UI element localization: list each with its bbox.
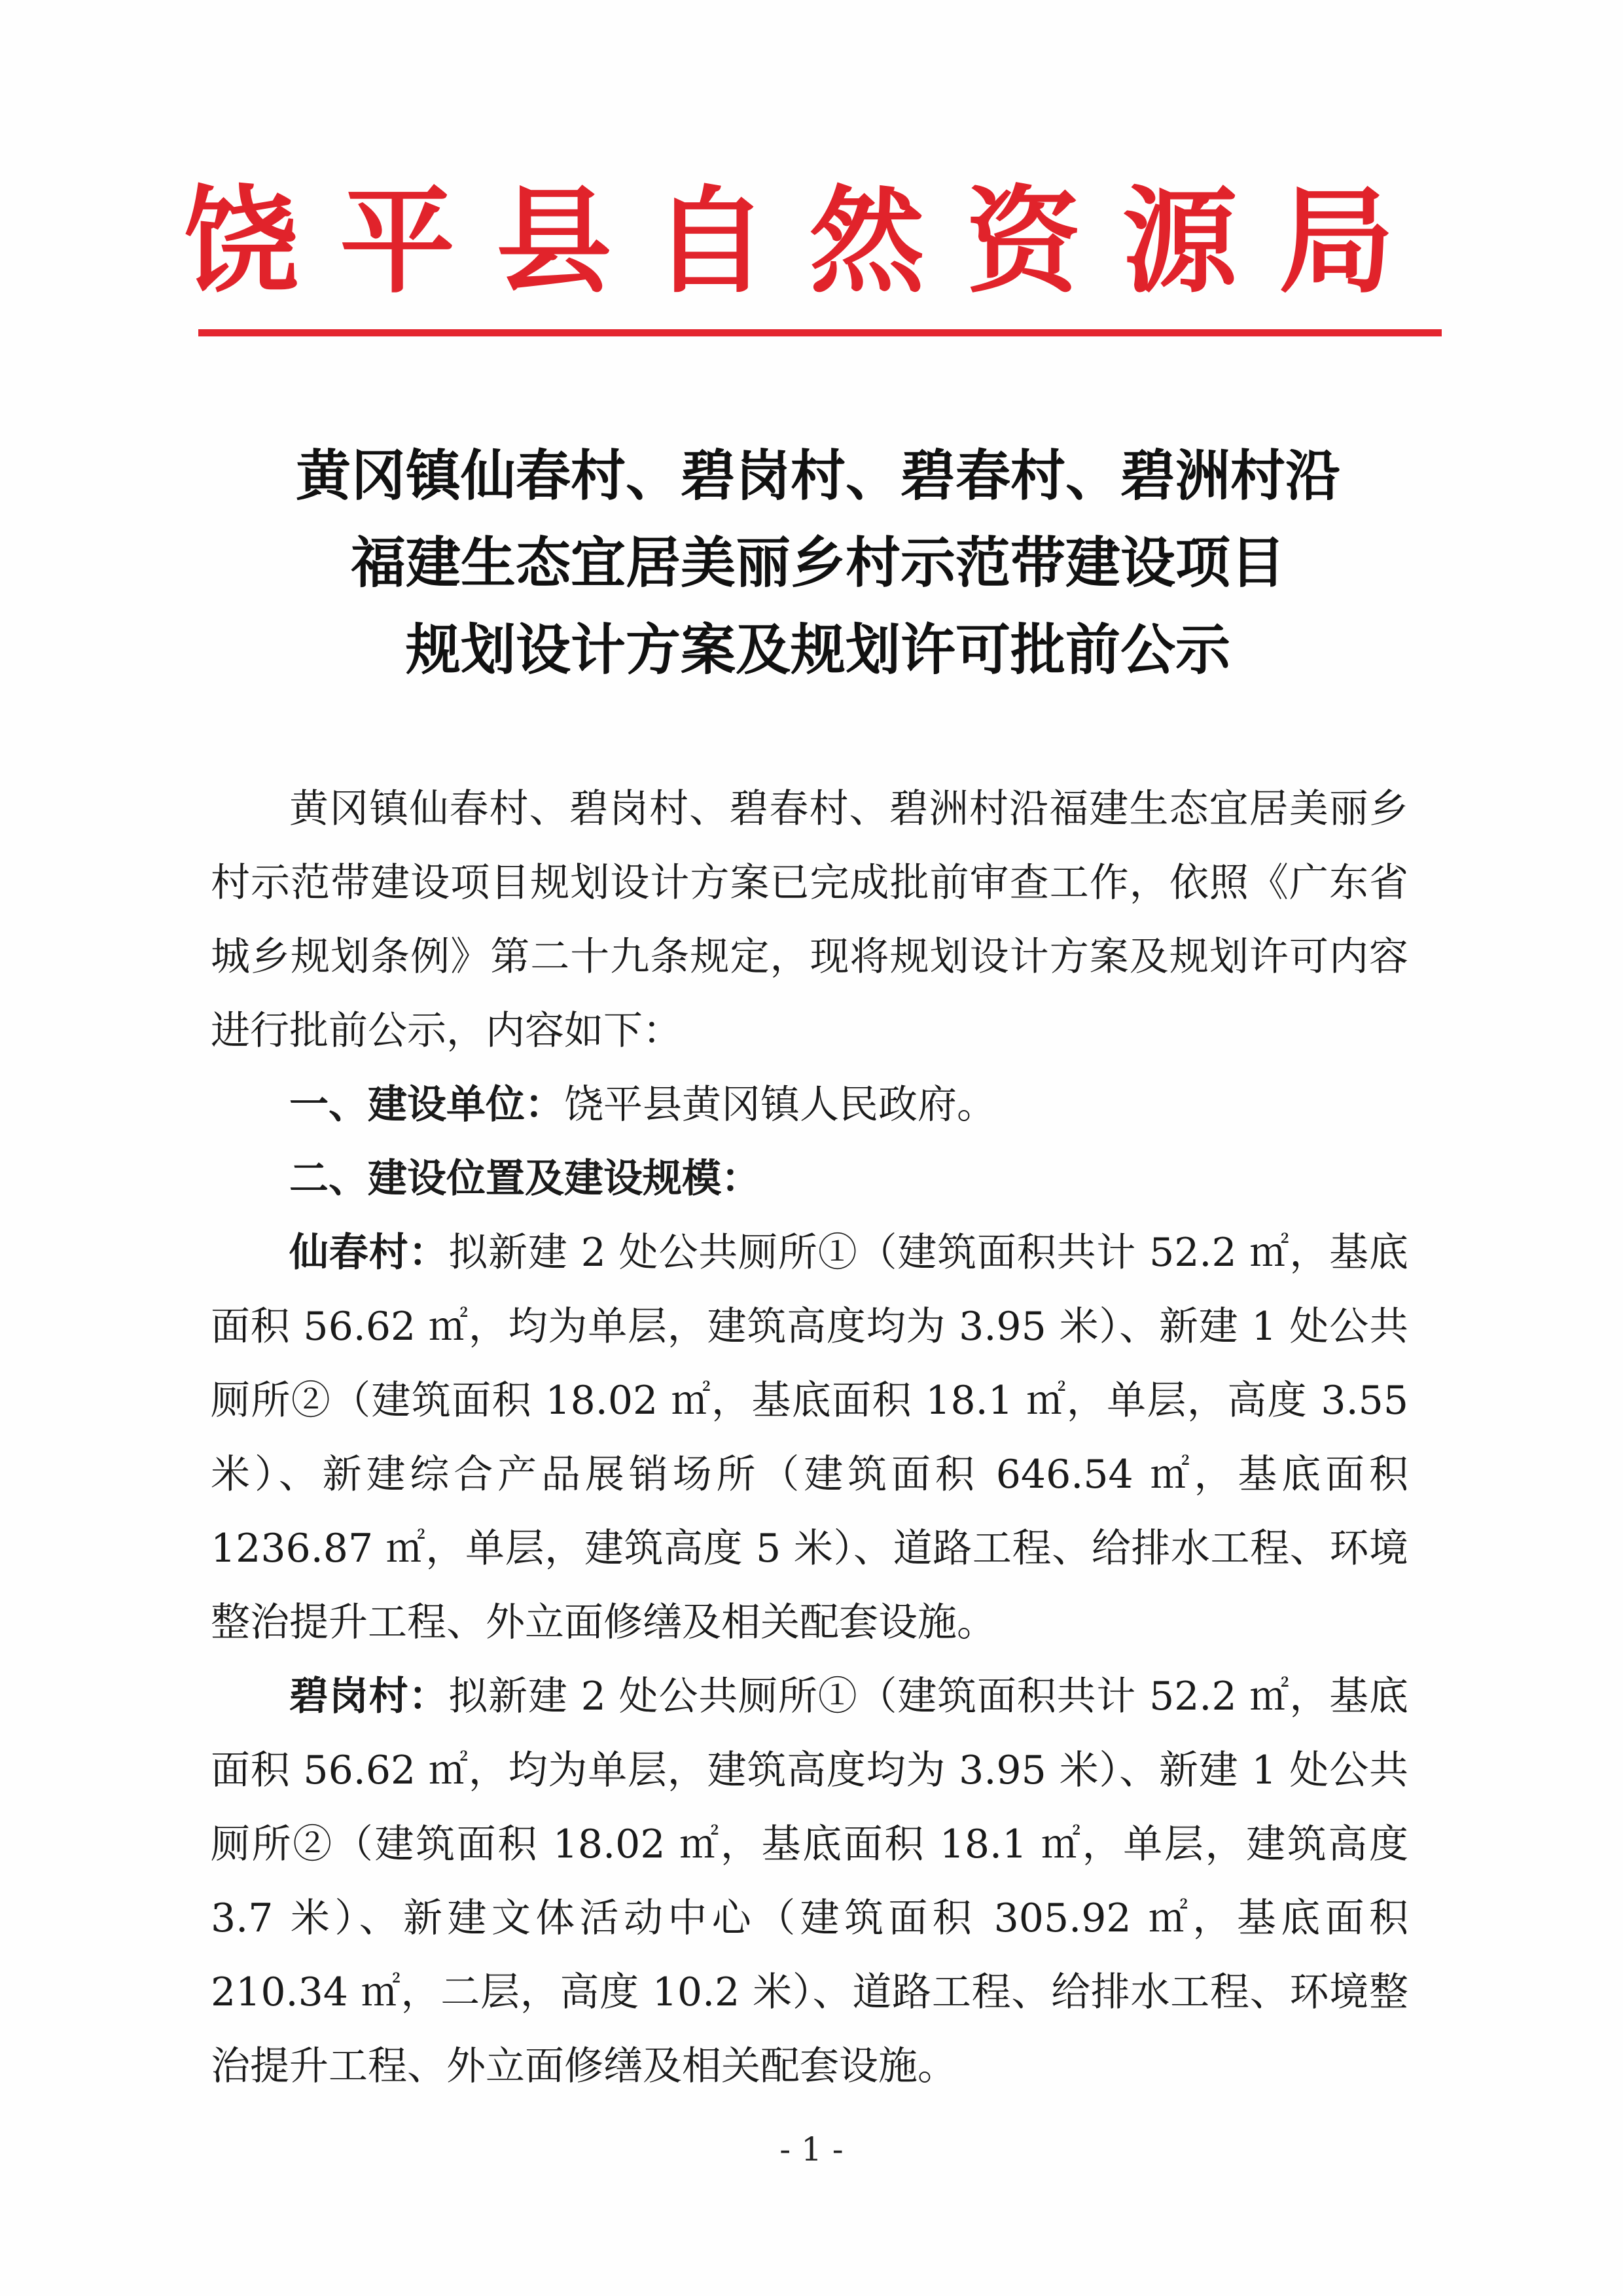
village1-label: 仙春村： xyxy=(289,1230,449,1276)
document-body xyxy=(211,772,1408,2104)
village2-label: 碧岗村： xyxy=(289,1674,449,1719)
item2-label: 二、建设位置及建设规模： xyxy=(289,1156,760,1202)
village1-text: 拟新建 2 处公共厕所①（建筑面积共计 52.2 ㎡，基底面积 56.62 ㎡，均为单层，建筑高度均为 3.95 米）、新建 1 处公共厕所②（建筑面积 18.02 ㎡，基底面积 18.1 ㎡，单层，高度 3.55 米）、新建综合产品展销场所（建筑面积 646.54 ㎡，基底面积 1236.87 ㎡，单层，建筑高度 5 米）、道路工程、给排水工程、环境整治提升工程、外立面修缮及相关配套设施。 xyxy=(211,1230,1408,1645)
issuing-authority-header xyxy=(183,177,1394,308)
header-char: 平 xyxy=(340,175,455,309)
header-char: 资 xyxy=(965,175,1081,309)
item-location-scale xyxy=(211,1142,1408,1216)
village-bigang-paragraph xyxy=(211,1660,1408,2104)
header-char: 源 xyxy=(1122,175,1238,309)
village2-text: 拟新建 2 处公共厕所①（建筑面积共计 52.2 ㎡，基底面积 56.62 ㎡，均为单层，建筑高度均为 3.95 米）、新建 1 处公共厕所②（建筑面积 18.02 ㎡，基底面积 18.1 ㎡，单层，建筑高度 3.7 米）、新建文体活动中心（建筑面积 305.92 ㎡，基底面积 210.34 ㎡，二层，高度 10.2 米）、道路工程、给排水工程、环境整治提升工程、外立面修缮及相关配套设施。 xyxy=(211,1674,1408,2089)
red-divider-line xyxy=(198,329,1442,336)
intro-paragraph: 黄冈镇仙春村、碧岗村、碧春村、碧洲村沿福建生态宜居美丽乡村示范带建设项目规划设计方案已完成批前审查工作，依照《广东省城乡规划条例》第二十九条规定，现将规划设计方案及规划许可内容进行批前公示，内容如下： xyxy=(211,786,1408,1054)
header-char: 然 xyxy=(809,175,925,309)
document-title xyxy=(196,432,1440,693)
header-char: 自 xyxy=(652,175,768,309)
header-char: 饶 xyxy=(183,175,299,309)
title-line-2: 福建生态宜居美丽乡村示范带建设项目 xyxy=(350,530,1285,595)
item1-label: 一、建设单位： xyxy=(289,1082,564,1128)
title-line-3: 规划设计方案及规划许可批前公示 xyxy=(405,617,1230,682)
title-line-1: 黄冈镇仙春村、碧岗村、碧春村、碧洲村沿 xyxy=(295,443,1340,508)
header-char: 局 xyxy=(1278,175,1394,309)
page-number: - 1 - xyxy=(779,2130,844,2168)
village-xianchun-paragraph xyxy=(211,1216,1408,1660)
item-construction-unit xyxy=(211,1068,1408,1142)
header-char: 县 xyxy=(496,175,612,309)
item1-value: 饶平县黄冈镇人民政府。 xyxy=(564,1082,996,1128)
